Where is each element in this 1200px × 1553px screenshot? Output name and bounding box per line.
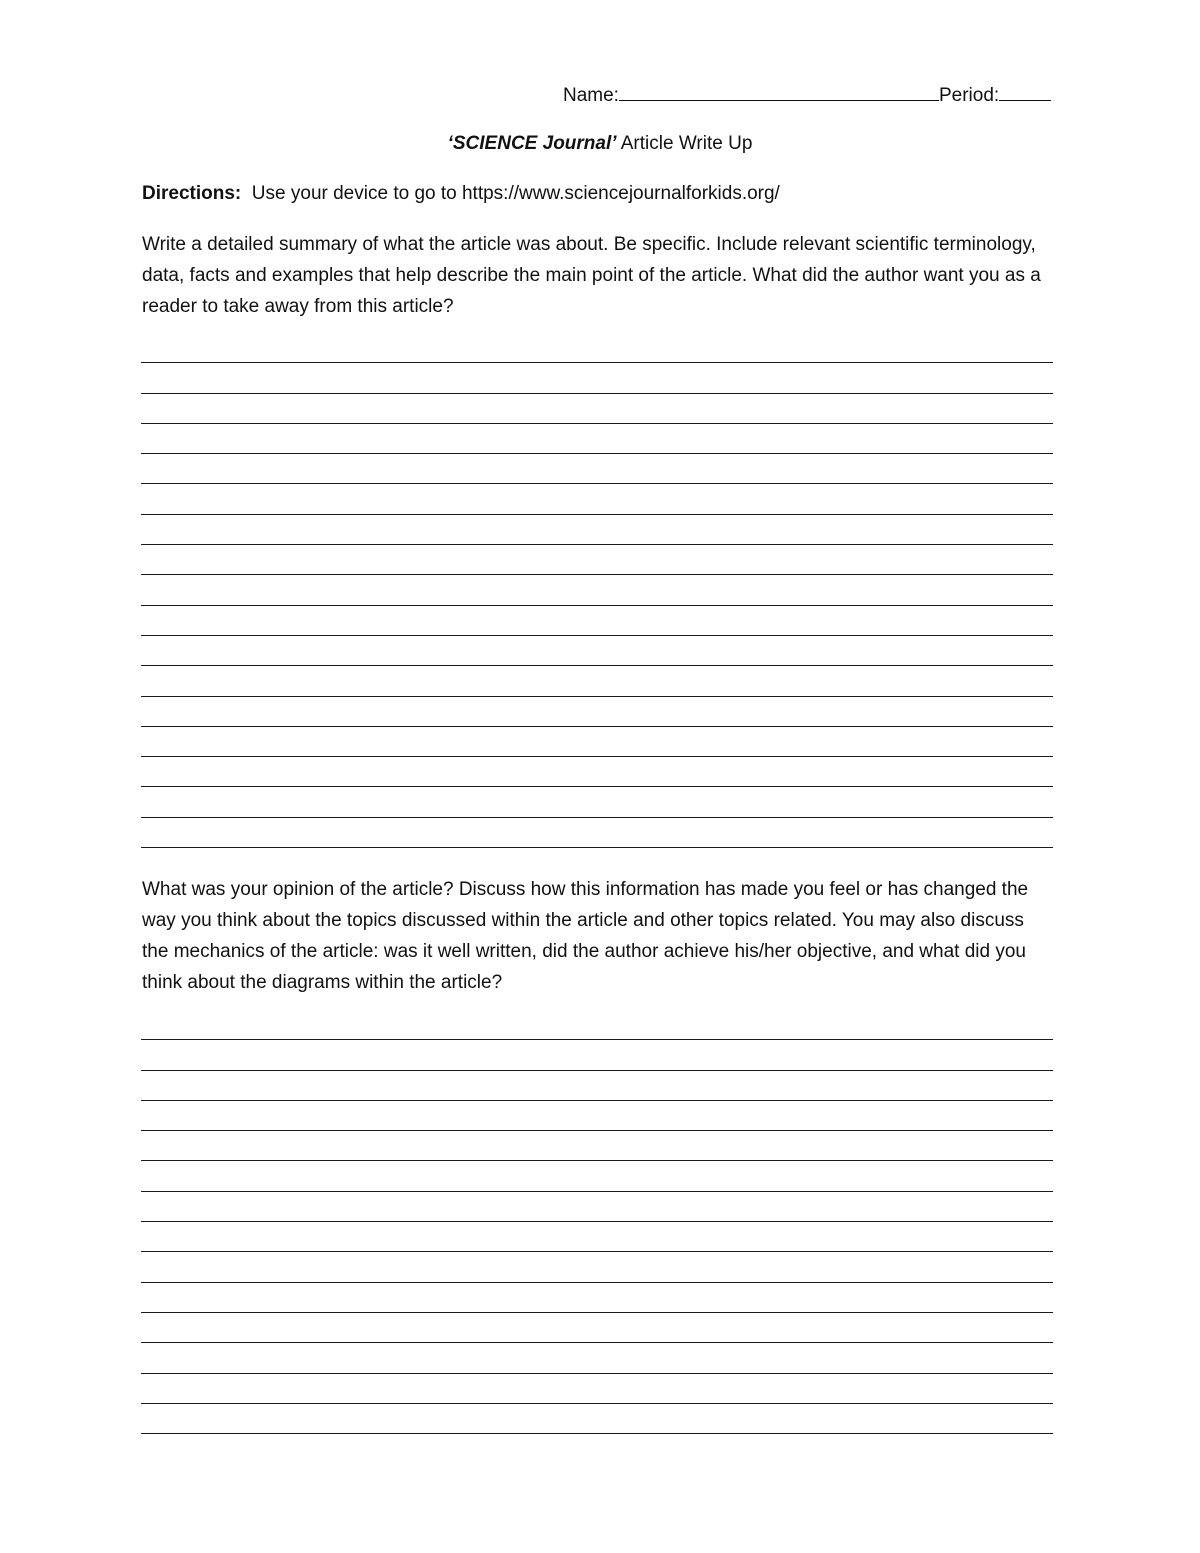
writing-line[interactable] xyxy=(141,1252,1053,1282)
writing-line[interactable] xyxy=(141,424,1053,454)
writing-line[interactable] xyxy=(141,787,1053,817)
writing-line[interactable] xyxy=(141,1161,1053,1191)
title-rest: Article Write Up xyxy=(616,133,753,154)
summary-writing-lines[interactable] xyxy=(141,333,1053,848)
writing-line[interactable] xyxy=(141,1040,1053,1070)
summary-prompt: Write a detailed summary of what the article was about. Be specific. Include relevant scientific terminology, data, facts and examples that help describe the main point of the article. What did the author want you as a reader to take away from this article? xyxy=(142,234,1041,317)
writing-line[interactable] xyxy=(141,1343,1053,1373)
writing-line[interactable] xyxy=(141,333,1053,363)
writing-line[interactable] xyxy=(141,545,1053,575)
writing-line[interactable] xyxy=(141,666,1053,696)
writing-line[interactable] xyxy=(141,1313,1053,1343)
writing-line[interactable] xyxy=(141,454,1053,484)
writing-line[interactable] xyxy=(141,1010,1053,1040)
opinion-prompt: What was your opinion of the article? Discuss how this information has made you feel or has changed the way you think about the topics discussed within the article and other topics related. You may also discuss the mechanics of the article: was it well written, did the author achieve his/her objective, and what did you think about the diagrams within the article? xyxy=(142,879,1029,993)
writing-line[interactable] xyxy=(141,515,1053,545)
writing-line[interactable] xyxy=(141,1131,1053,1161)
writing-line[interactable] xyxy=(141,363,1053,393)
writing-line[interactable] xyxy=(141,818,1053,848)
period-label: Period: xyxy=(938,85,1000,106)
writing-line[interactable] xyxy=(141,1101,1053,1131)
writing-line[interactable] xyxy=(141,606,1053,636)
writing-line[interactable] xyxy=(141,575,1053,605)
page-title xyxy=(0,133,1200,155)
writing-line[interactable] xyxy=(141,394,1053,424)
writing-line[interactable] xyxy=(141,697,1053,727)
writing-line[interactable] xyxy=(141,757,1053,787)
writing-line[interactable] xyxy=(141,1192,1053,1222)
writing-line[interactable] xyxy=(141,727,1053,757)
writing-line[interactable] xyxy=(141,1374,1053,1404)
writing-line[interactable] xyxy=(141,484,1053,514)
header-name-period xyxy=(563,82,1051,107)
directions-label: Directions: xyxy=(142,183,242,204)
writing-line[interactable] xyxy=(141,1071,1053,1101)
writing-line[interactable] xyxy=(141,636,1053,666)
name-blank[interactable] xyxy=(619,82,939,101)
opinion-writing-lines[interactable] xyxy=(141,1010,1053,1434)
name-label: Name: xyxy=(563,85,619,106)
title-emphasis: ‘SCIENCE Journal’ xyxy=(447,133,617,154)
directions xyxy=(142,183,780,205)
writing-line[interactable] xyxy=(141,1404,1053,1434)
writing-line[interactable] xyxy=(141,1222,1053,1252)
writing-line[interactable] xyxy=(141,1283,1053,1313)
directions-text: Use your device to go to https://www.sciencejournalforkids.org/ xyxy=(241,183,780,204)
period-blank[interactable] xyxy=(999,82,1051,101)
